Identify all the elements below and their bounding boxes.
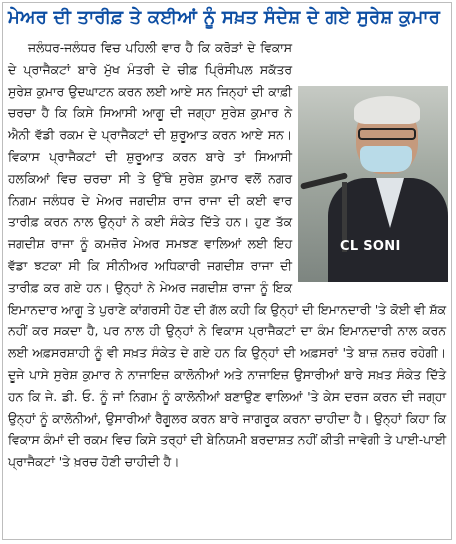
article-body <box>8 38 446 474</box>
speaker-photo <box>298 86 448 282</box>
photo-person-hair <box>354 96 420 124</box>
photo-person-mask <box>360 146 412 172</box>
photo-credit: CL SONI <box>340 239 401 254</box>
article-paragraph: ਜਲੰਧਰ-ਜਲੰਧਰ ਵਿਚ ਪਹਿਲੀ ਵਾਰ ਹੈ ਕਿ ਕਰੋੜਾਂ ਦੇ ਵਿਕਾਸ ਦੇ ਪ੍ਰਾਜੈਕਟਾਂ ਬਾਰੇ ਮੁੱਖ ਮੰਤਰੀ ਦੇ ਚੀਫ਼ ਪ੍ਰਿੰਸੀਪਲ ਸਕੱਤਰ ਸੁਰੇਸ਼ ਕੁਮਾਰ ਉਦਘਾਟਨ ਕਰਨ ਲਈ ਆਏ ਸਨ ਜਿਨ੍ਹਾਂ ਦੀ ਕਾਫ਼ੀ ਚਰਚਾ ਹੈ ਕਿ ਕਿਸੇ ਸਿਆਸੀ ਆਗੂ ਦੀ ਜਗ੍ਹਾ ਸੁਰੇਸ਼ ਕੁਮਾਰ ਨੇ ਐਨੀ ਵੱਡੀ ਰਕਮ ਦੇ ਪ੍ਰਾਜੈਕਟਾਂ ਦੀ ਸ਼ੁਰੂਆਤ ਕਰਨ ਆਏ ਸਨ। ਵਿਕਾਸ ਪ੍ਰਾਜੈਕਟਾਂ ਦੀ ਸ਼ੁਰੂਆਤ ਕਰਨ ਬਾਰੇ ਤਾਂ ਸਿਆਸੀ ਹਲਕਿਆਂ ਵਿਚ ਚਰਚਾ ਸੀ ਤੇ ਉੱਥੇ ਸੁਰੇਸ਼ ਕੁਮਾਰ ਵਲੋਂ ਨਗਰ ਨਿਗਮ ਜਲੰਧਰ ਦੇ ਮੇਅਰ ਜਗਦੀਸ਼ ਰਾਜ ਰਾਜਾ ਦੀ ਕਈ ਵਾਰ ਤਾਰੀਫ਼ ਕਰਨ ਨਾਲ ਉਨ੍ਹਾਂ ਨੇ ਕਈ ਸੰਕੇਤ ਦਿੱਤੇ ਹਨ। ਹੁਣ ਤੱਕ ਜਗਦੀਸ਼ ਰਾਜਾ ਨੂੰ ਕਮਜ਼ੋਰ ਮੇਅਰ ਸਮਝਣ ਵਾਲਿਆਂ ਲਈ ਇਹ ਵੱਡਾ ਝਟਕਾ ਸੀ ਕਿ ਸੀਨੀਅਰ ਅਧਿਕਾਰੀ ਜਗਦੀਸ਼ ਰਾਜਾ ਦੀ ਤਾਰੀਫ਼ ਕਰ ਗਏ ਹਨ। ਉਨ੍ਹਾਂ ਨੇ ਮੇਅਰ ਜਗਦੀਸ਼ ਰਾਜਾ ਨੂੰ ਇਕ ਇਮਾਨਦਾਰ ਆਗੂ ਤੇ ਪੁਰਾਣੇ ਕਾਂਗਰਸੀ ਹੋਣ ਦੀ ਗੱਲ ਕਹੀ ਕਿ ਉਨ੍ਹਾਂ ਦੀ ਇਮਾਨਦਾਰੀ 'ਤੇ ਕੋਈ ਵੀ ਸ਼ੱਕ ਨਹੀਂ ਕਰ ਸਕਦਾ ਹੈ, ਪਰ ਨਾਲ ਹੀ ਉਨ੍ਹਾਂ ਨੇ ਵਿਕਾਸ ਪ੍ਰਾਜੈਕਟਾਂ ਦਾ ਕੰਮ ਇਮਾਨਦਾਰੀ ਨਾਲ ਕਰਨ ਲਈ ਅਫ਼ਸਰਸ਼ਾਹੀ ਨੂੰ ਵੀ ਸਖ਼ਤ ਸੰਕੇਤ ਦੇ ਗਏ ਹਨ ਕਿ ਉਨ੍ਹਾਂ ਦੀ ਅਫ਼ਸਰਾਂ 'ਤੇ ਬਾਜ਼ ਨਜ਼ਰ ਰਹੇਗੀ। ਦੂਜੇ ਪਾਸੇ ਸੁਰੇਸ਼ ਕੁਮਾਰ ਨੇ ਨਾਜਾਇਜ਼ ਕਾਲੋਨੀਆਂ ਅਤੇ ਨਾਜਾਇਜ਼ ਉਸਾਰੀਆਂ ਬਾਰੇ ਸਖ਼ਤ ਸੰਕੇਤ ਦਿੱਤੇ ਹਨ ਕਿ ਜੇ. ਡੀ. ਓ. ਨੂੰ ਜਾਂ ਨਿਗਮ ਨੂੰ ਕਾਲੋਨੀਆਂ ਬਣਾਉਣ ਵਾਲਿਆਂ 'ਤੇ ਕੇਸ ਦਰਜ ਕਰਨ ਦੀ ਜਗ੍ਹਾ ਉਨ੍ਹਾਂ ਨੂੰ ਕਾਲੋਨੀਆਂ, ਉਸਾਰੀਆਂ ਰੈਗੂਲਰ ਕਰਨ ਬਾਰੇ ਜਾਗਰੂਕ ਕਰਨਾ ਚਾਹੀਦਾ ਹੈ। ਉਨ੍ਹਾਂ ਕਿਹਾ ਕਿ ਵਿਕਾਸ ਕੰਮਾਂ ਦੀ ਰਕਮ ਵਿਚ ਕਿਸੇ ਤਰ੍ਹਾਂ ਦੀ ਬੇਨਿਯਮੀ ਬਰਦਾਸ਼ਤ ਨਹੀਂ ਕੀਤੀ ਜਾਵੇਗੀ ਤੇ ਪਾਈ-ਪਾਈ ਪ੍ਰਾਜੈਕਟਾਂ 'ਤੇ ਖ਼ਰਚ ਹੋਣੀ ਚਾਹੀਦੀ ਹੈ। <box>8 41 446 470</box>
article-headline: ਮੇਅਰ ਦੀ ਤਾਰੀਫ਼ ਤੇ ਕਈਆਂ ਨੂੰ ਸਖ਼ਤ ਸੰਦੇਸ਼ ਦੇ ਗਏ ਸੁਰੇਸ਼ ਕੁਮਾਰ <box>8 7 441 28</box>
photo-person-glasses <box>358 128 416 140</box>
